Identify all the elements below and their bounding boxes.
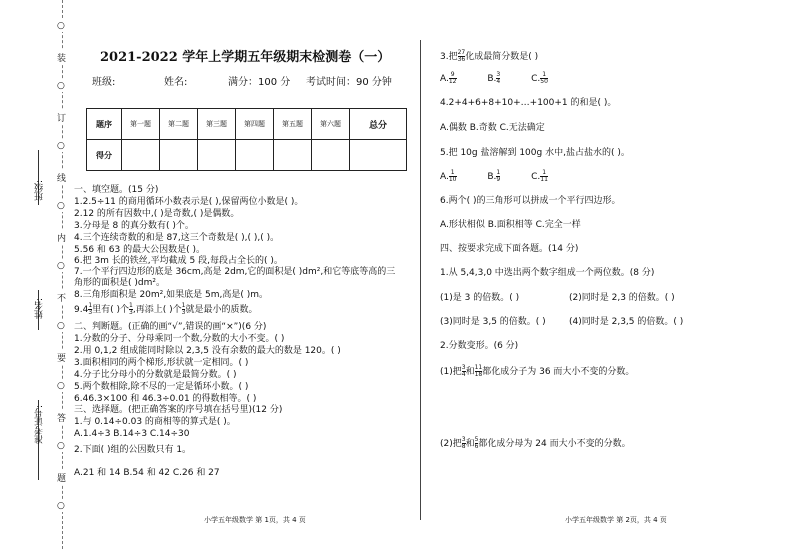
cut-char: 不 — [57, 290, 66, 305]
score-table-header-row — [87, 109, 407, 140]
question-4-2: 2.分数变形。(6 分) — [440, 341, 519, 351]
cut-char: 订 — [57, 110, 66, 125]
table-col-5: 第五题 — [274, 109, 312, 140]
q9-fraction-1: $\frac{1}{3}$ — [88, 302, 93, 316]
binding-strip — [0, 0, 80, 549]
question-3-3: 3.把 $\frac{27}{36}$ 化成最简分数是( ) — [440, 49, 539, 63]
question-1-7-line-2: 角形的面积是( )dm²。 — [74, 278, 165, 288]
question-3-4: 4.2+4+6+8+10+…+100+1 的和是( )。 — [440, 98, 617, 108]
question-2-5: 5.两个数相除,除不尽的一定是循环小数。( ) — [74, 382, 249, 392]
table-col-total: 总分 — [350, 109, 407, 140]
question-3-5-options: A. $\frac{1}{10}$ B. $\frac{1}{9}$ C. $\frac{1}{11}$ — [440, 169, 548, 183]
section-2-title: 二、判断题。(正确的画“√”,错误的画“×”)(6 分) — [74, 322, 267, 332]
question-4-1-3: (3)同时是 3,5 的倍数。( ) — [440, 317, 546, 327]
question-2-6: 6.46.3×100 和 46.3÷0.01 的得数相等。( ) — [74, 394, 257, 404]
table-col-6: 第六题 — [312, 109, 350, 140]
page-title: 2021-2022 学年上学期五年级期末检测卷（一） — [100, 50, 391, 65]
score-cell[interactable] — [122, 140, 160, 171]
cut-char: ○ — [57, 381, 65, 391]
q9-whole: 9.4 — [74, 305, 89, 315]
cut-char: 要 — [57, 350, 66, 365]
cut-char: ○ — [57, 21, 65, 31]
name-label: 姓名: — [35, 298, 45, 320]
question-3-2-options: A.21 和 14 B.54 和 42 C.26 和 27 — [74, 468, 220, 478]
question-1-9 — [74, 303, 257, 316]
cut-char: ○ — [57, 501, 65, 511]
cut-char: 线 — [57, 170, 66, 185]
cut-char: ○ — [57, 441, 65, 451]
section-3-title: 三、选择题。(把正确答案的序号填在括号里)(12 分) — [74, 405, 283, 415]
column-divider — [420, 40, 421, 520]
q9-text-2: ,再添上( )个 — [132, 305, 182, 315]
question-3-1: 1.与 0.14÷0.03 的商相等的算式是( )。 — [74, 417, 236, 427]
table-col-1: 第一题 — [122, 109, 160, 140]
table-col-4: 第四题 — [236, 109, 274, 140]
table-col-3: 第三题 — [198, 109, 236, 140]
full-score: 满分：100 分 — [228, 77, 291, 88]
q9-text-3: 就是最小的质数。 — [185, 305, 258, 315]
question-2-2: 2.用 0,1,2 组成能同时除以 2,3,5 没有余数的最大的数是 120。( ) — [74, 346, 341, 356]
name-field: 姓名: — [164, 77, 188, 88]
cut-char: 内 — [57, 230, 66, 245]
score-cell[interactable] — [236, 140, 274, 171]
q9-fraction-3: $\frac{1}{3}$ — [181, 302, 186, 316]
question-2-3: 3.面积相同的两个梯形,形状就一定相同。( ) — [74, 358, 249, 368]
cut-char: ○ — [57, 261, 65, 271]
question-3-1-options: A.1.4÷3 B.14÷3 C.14÷30 — [74, 429, 190, 439]
exam-no-label: 准考证号: — [35, 405, 45, 445]
page-footer-left: 小学五年级数学 第 1页，共 4 页 — [204, 516, 306, 524]
section-4-title: 四、按要求完成下面各题。(14 分) — [440, 244, 579, 254]
class-label: 班级: — [35, 180, 45, 202]
question-1-7-line-1: 7.一个平行四边形的底是 36cm,高是 2dm,它的面积是( )dm²,和它等底等高的三 — [74, 267, 396, 277]
table-head-order: 题序 — [87, 109, 122, 140]
question-2-4: 4.分子比分母小的分数就是最简分数。( ) — [74, 370, 237, 380]
question-1-1: 1.2.5÷11 的商用循环小数表示是( ),保留两位小数是( )。 — [74, 197, 304, 207]
page-footer-right: 小学五年级数学 第 2页，共 4 页 — [565, 516, 667, 524]
question-4-1-2: (2)同时是 2,3 的倍数。( ) — [569, 293, 675, 303]
cut-char: 装 — [57, 50, 66, 65]
question-3-3-options: A. $\frac{9}{12}$ B. $\frac{3}{4}$ C. $\frac{1}{50}$ — [440, 71, 548, 85]
q9-fraction-2: $\frac{1}{3}$ — [129, 302, 133, 316]
question-4-1: 1.从 5,4,3,0 中选出两个数字组成一个两位数。(8 分) — [440, 268, 655, 278]
question-1-2: 2.12 的所有因数中,( )是奇数,( )是偶数。 — [74, 209, 240, 219]
cut-char: ○ — [57, 81, 65, 91]
score-table — [86, 108, 407, 171]
class-field: 班级: — [92, 77, 116, 88]
question-4-1-4: (4)同时是 2,3,5 的倍数。( ) — [569, 317, 684, 327]
question-3-6-options: A.形状相似 B.面积相等 C.完全一样 — [440, 220, 581, 230]
score-table-score-row — [87, 140, 407, 171]
question-3-6: 6.两个( )的三角形可以拼成一个平行四边形。 — [440, 196, 621, 206]
question-2-1: 1.分数的分子、分母乘同一个数,分数的大小不变。( ) — [74, 334, 285, 344]
cut-char: ○ — [57, 201, 65, 211]
question-1-3: 3.分母是 8 的真分数有( )个。 — [74, 221, 194, 231]
score-cell-total[interactable] — [350, 140, 407, 171]
question-4-2-2: (2)把 $\frac{3}{8}$ 和 $\frac{5}{6}$ 都化成分母为 24 而大小不变的分数。 — [440, 436, 631, 450]
score-cell[interactable] — [160, 140, 198, 171]
question-4-2-1: (1)把 $\frac{3}{4}$ 和 $\frac{11}{18}$ 都化成分子为 36 而大小不变的分数。 — [440, 364, 635, 378]
score-cell[interactable] — [274, 140, 312, 171]
question-1-8: 8.三角形面积是 20m²,如果底是 5m,高是( )m。 — [74, 290, 269, 300]
question-3-2: 2.下面( )组的公因数只有 1。 — [74, 445, 192, 455]
cut-char: 答 — [57, 410, 66, 425]
question-1-6: 6.把 3m 长的铁丝,平均截成 5 段,每段占全长的( )。 — [74, 256, 283, 266]
cut-char: ○ — [57, 141, 65, 151]
score-cell[interactable] — [198, 140, 236, 171]
question-1-5: 5.56 和 63 的最大公因数是( )。 — [74, 245, 205, 255]
question-4-1-1: (1)是 3 的倍数。( ) — [440, 293, 520, 303]
question-3-4-options: A.偶数 B.奇数 C.无法确定 — [440, 123, 545, 133]
exam-time: 考试时间：90 分钟 — [306, 77, 392, 88]
question-1-4: 4.三个连续奇数的和是 87,这三个奇数是( ),( ),( )。 — [74, 233, 280, 243]
table-col-2: 第二题 — [160, 109, 198, 140]
cut-char: ○ — [57, 321, 65, 331]
table-head-score: 得分 — [87, 140, 122, 171]
section-1-title: 一、填空题。(15 分) — [74, 185, 159, 195]
score-cell[interactable] — [312, 140, 350, 171]
q9-text-1: 里有( )个 — [92, 305, 130, 315]
question-3-5: 5.把 10g 盐溶解到 100g 水中,盐占盐水的( )。 — [440, 148, 630, 158]
cut-char: 题 — [57, 470, 66, 485]
